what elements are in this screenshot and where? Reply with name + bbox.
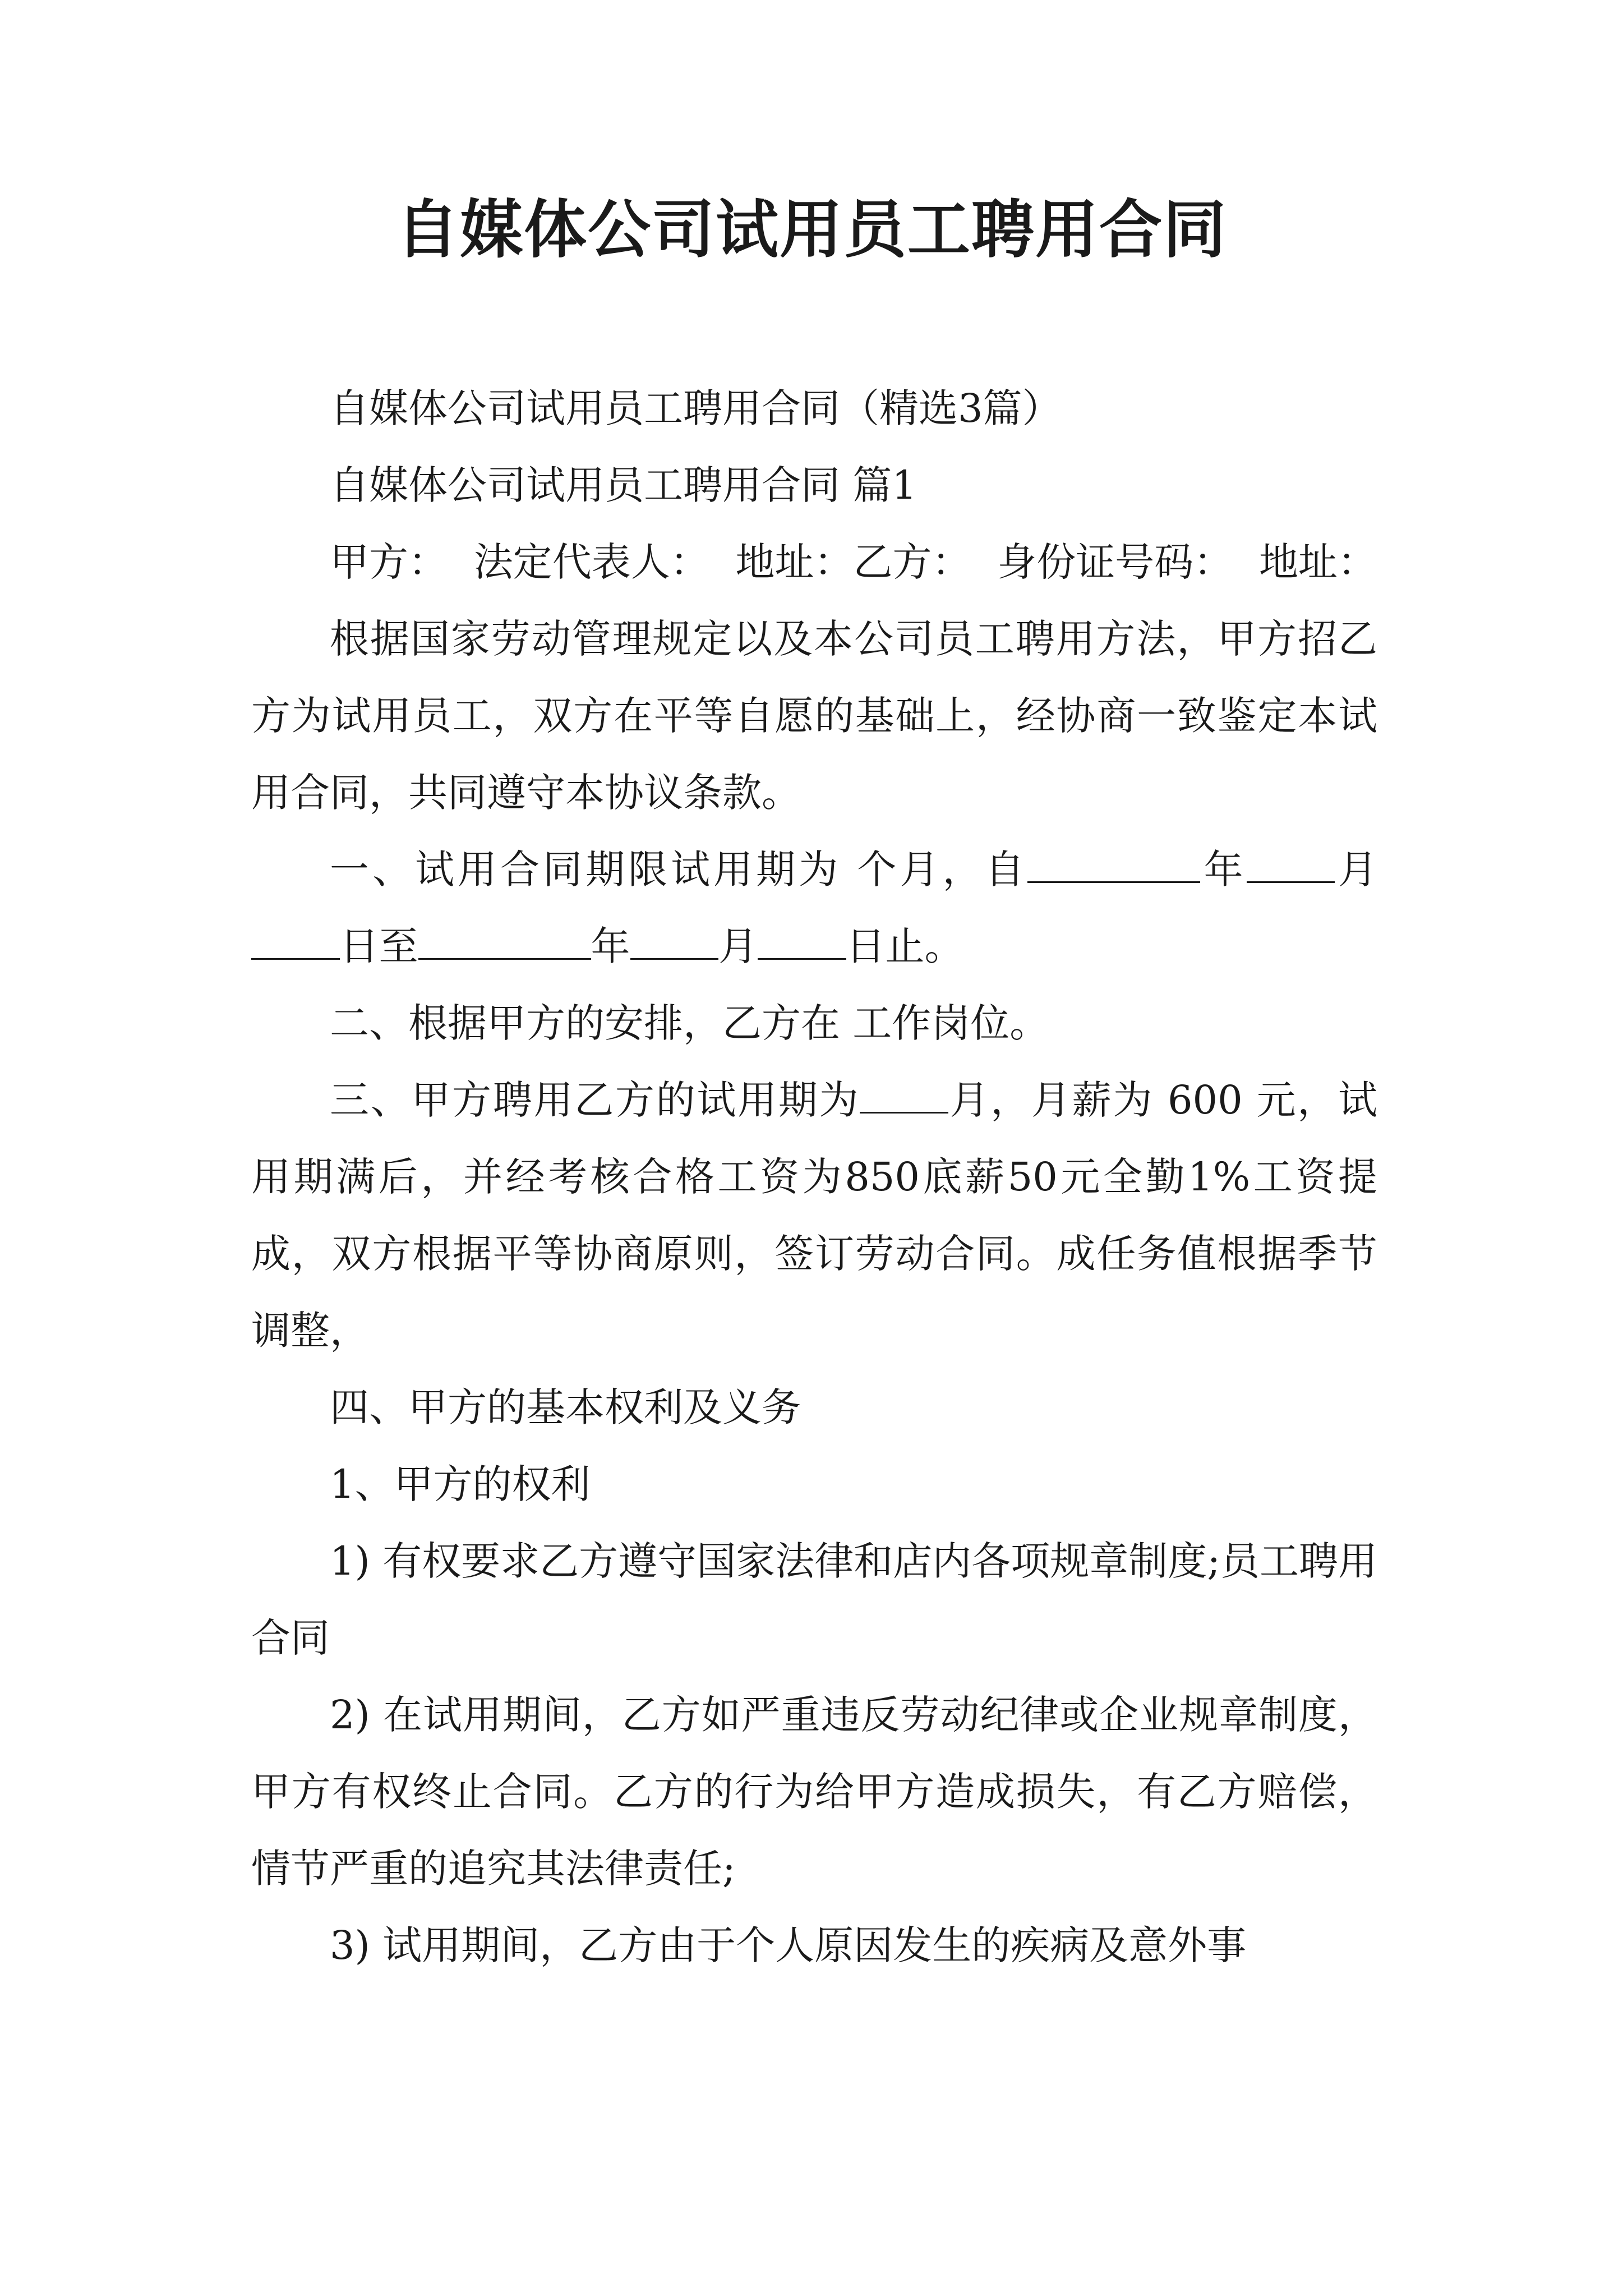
- clause-1-text-3: 月: [1335, 846, 1378, 892]
- subtitle-paragraph: 自媒体公司试用员工聘用合同（精选3篇）: [330, 385, 1062, 431]
- parties-paragraph: 甲方： 法定代表人： 地址：乙方： 身份证号码： 地址：: [330, 539, 1377, 585]
- section-heading: 自媒体公司试用员工聘用合同 篇1: [330, 462, 917, 508]
- clause-3-text-2: 月，月薪为 600 元，试用期满后，并经考核合格工资为850底薪50元全勤1%工资提成，双方根据平等协商原则，签订劳动合同。成任务值根据季节调整，: [251, 1077, 1377, 1354]
- clause-1-paragraph: [251, 831, 1377, 985]
- clause-1-text-6: 月: [718, 923, 758, 969]
- clause-1-text-2: 年: [1200, 846, 1247, 892]
- blank-start-year: [1027, 844, 1200, 884]
- clause-1-text-4: 日至: [339, 923, 418, 969]
- blank-end-day: [758, 921, 846, 960]
- clause-4-1-item-2: 2) 在试用期间，乙方如严重违反劳动纪律或企业规章制度，甲方有权终止合同。乙方的行为给甲方造成损失，有乙方赔偿，情节严重的追究其法律责任;: [251, 1692, 1377, 1892]
- blank-end-month: [630, 921, 719, 960]
- clause-4-1-heading: 1、甲方的权利: [330, 1461, 591, 1507]
- blank-probation-months: [860, 1075, 948, 1114]
- preamble-paragraph: 根据国家劳动管理规定以及本公司员工聘用方法，甲方招乙方为试用员工，双方在平等自愿的基础上，经协商一致鉴定本试用合同，共同遵守本协议条款。: [251, 616, 1377, 816]
- blank-start-day: [251, 921, 340, 960]
- clause-1-text-7: 日止。: [846, 923, 964, 969]
- clause-1-text-5: 年: [591, 923, 630, 969]
- clause-4-heading: 四、甲方的基本权利及义务: [330, 1384, 801, 1430]
- blank-end-year: [418, 921, 591, 960]
- clause-1-text-1: 一、试用合同期限试用期为 个月，自: [330, 846, 1028, 892]
- clause-4-1-item-1: 1) 有权要求乙方遵守国家法律和店内各项规章制度;员工聘用合同: [251, 1538, 1377, 1661]
- document-title: 自媒体公司试用员工聘用合同: [396, 193, 1227, 266]
- document-body: [251, 370, 1377, 1984]
- blank-start-month: [1247, 844, 1335, 884]
- clause-4-1-item-3: 3) 试用期间，乙方由于个人原因发生的疾病及意外事: [330, 1922, 1247, 1968]
- clause-3-paragraph: [251, 1062, 1377, 1369]
- clause-3-text-1: 三、甲方聘用乙方的试用期为: [330, 1077, 860, 1123]
- clause-2-paragraph: 二、根据甲方的安排，乙方在 工作岗位。: [330, 1000, 1049, 1046]
